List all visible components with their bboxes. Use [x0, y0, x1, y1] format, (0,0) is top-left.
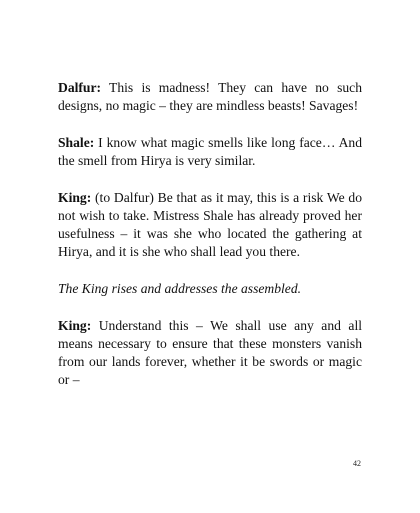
- stage-direction: The King rises and addresses the assembled.: [58, 281, 302, 296]
- page-number: 42: [353, 459, 361, 468]
- dialogue-text: Understand this – We shall use any and all means necessary to ensure that these monsters vanish from our lands forever, whether it be swords or magic or –: [58, 318, 362, 387]
- speaker-name: Dalfur:: [58, 80, 102, 95]
- speaker-name: King:: [58, 190, 92, 205]
- dialogue-text: This is madness! They can have no such designs, no magic – they are mindless beasts! Savages!: [58, 80, 362, 113]
- dialogue-paragraph: [58, 79, 362, 115]
- speaker-name: Shale:: [58, 135, 95, 150]
- dialogue-text: (to Dalfur) Be that as it may, this is a risk We do not wish to take. Mistress Shale has already proved her usefulness – it was she who located the gathering at Hirya, and it is she who shall lead you there.: [58, 190, 362, 259]
- dialogue-paragraph: [58, 134, 362, 170]
- dialogue-text: I know what magic smells like long face… And the smell from Hirya is very similar.: [58, 135, 362, 168]
- dialogue-paragraph: [58, 189, 362, 261]
- script-page: [58, 79, 362, 408]
- dialogue-paragraph: [58, 317, 362, 389]
- speaker-name: King:: [58, 318, 92, 333]
